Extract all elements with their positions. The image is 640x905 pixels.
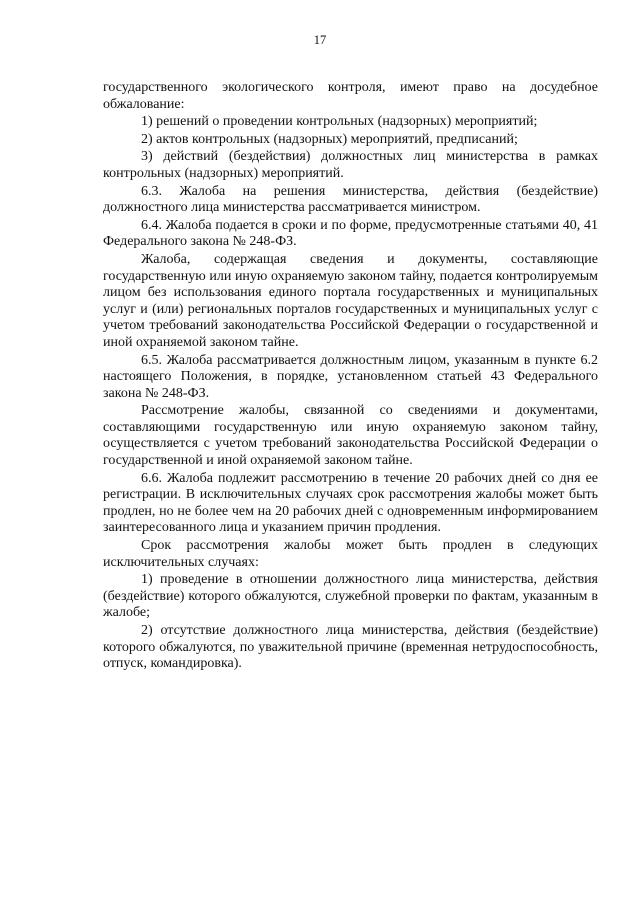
paragraph-6-5-secret: Рассмотрение жалобы, связанной со сведениями и документами, составляющими государственную или иную охраняемую законом тайну, осуществляется с учетом требований законодательства Российской Федерации о государственной и иной охраняемой законом тайне. [103, 403, 598, 469]
list-item-2: 2) актов контрольных (надзорных) мероприятий, предписаний; [141, 131, 518, 147]
list-item-1: 1) решений о проведении контрольных (надзорных) мероприятий; [141, 114, 538, 130]
document-body [103, 80, 598, 674]
list-item-3: 3) действий (бездействия) должностных лиц министерства в рамках контрольных (надзорных) мероприятий. [103, 149, 598, 181]
paragraph-6-6-extension: Срок рассмотрения жалобы может быть продлен в следующих исключительных случаях: [103, 538, 598, 570]
paragraph-intro: государственного экологического контроля, имеют право на досудебное обжалование: [103, 80, 598, 112]
paragraph-6-3: 6.3. Жалоба на решения министерства, действия (бездействие) должностного лица министерства рассматривается министром. [103, 183, 598, 216]
paragraph-6-4-secret: Жалоба, содержащая сведения и документы, составляющие государственную или иную охраняемую законом тайну, подается контролируемым лицом без использования единого портала государственных и муниципальных услуг и (или) региональных порталов государственных и муниципальных услуг с учетом требований законодательства Российской Федерации о государственной и иной охраняемой законом тайне. [103, 251, 598, 350]
paragraph-6-4: 6.4. Жалоба подается в сроки и по форме, предусмотренные статьями 40, 41 Федерального закона № 248-ФЗ. [103, 217, 598, 250]
paragraph-6-5: 6.5. Жалоба рассматривается должностным лицом, указанным в пункте 6.2 настоящего Положения, в порядке, установленном статьей 43 Федерального закона № 248-ФЗ. [103, 352, 598, 401]
page-number: 17 [313, 33, 327, 47]
extension-case-2: 2) отсутствие должностного лица министерства, действия (бездействие) которого обжалуются, по уважительной причине (временная нетрудоспособность, отпуск, командировка). [103, 623, 598, 672]
extension-case-1: 1) проведение в отношении должностного лица министерства, действия (бездействие) которого обжалуются, служебной проверки по фактам, указанным в жалобе; [103, 572, 598, 621]
paragraph-6-6: 6.6. Жалоба подлежит рассмотрению в течение 20 рабочих дней со дня ее регистрации. В исключительных случаях срок рассмотрения жалобы может быть продлен, но не более чем на 20 рабочих дней с одновременным информированием заинтересованного лица и указанием причин продления. [103, 470, 598, 536]
